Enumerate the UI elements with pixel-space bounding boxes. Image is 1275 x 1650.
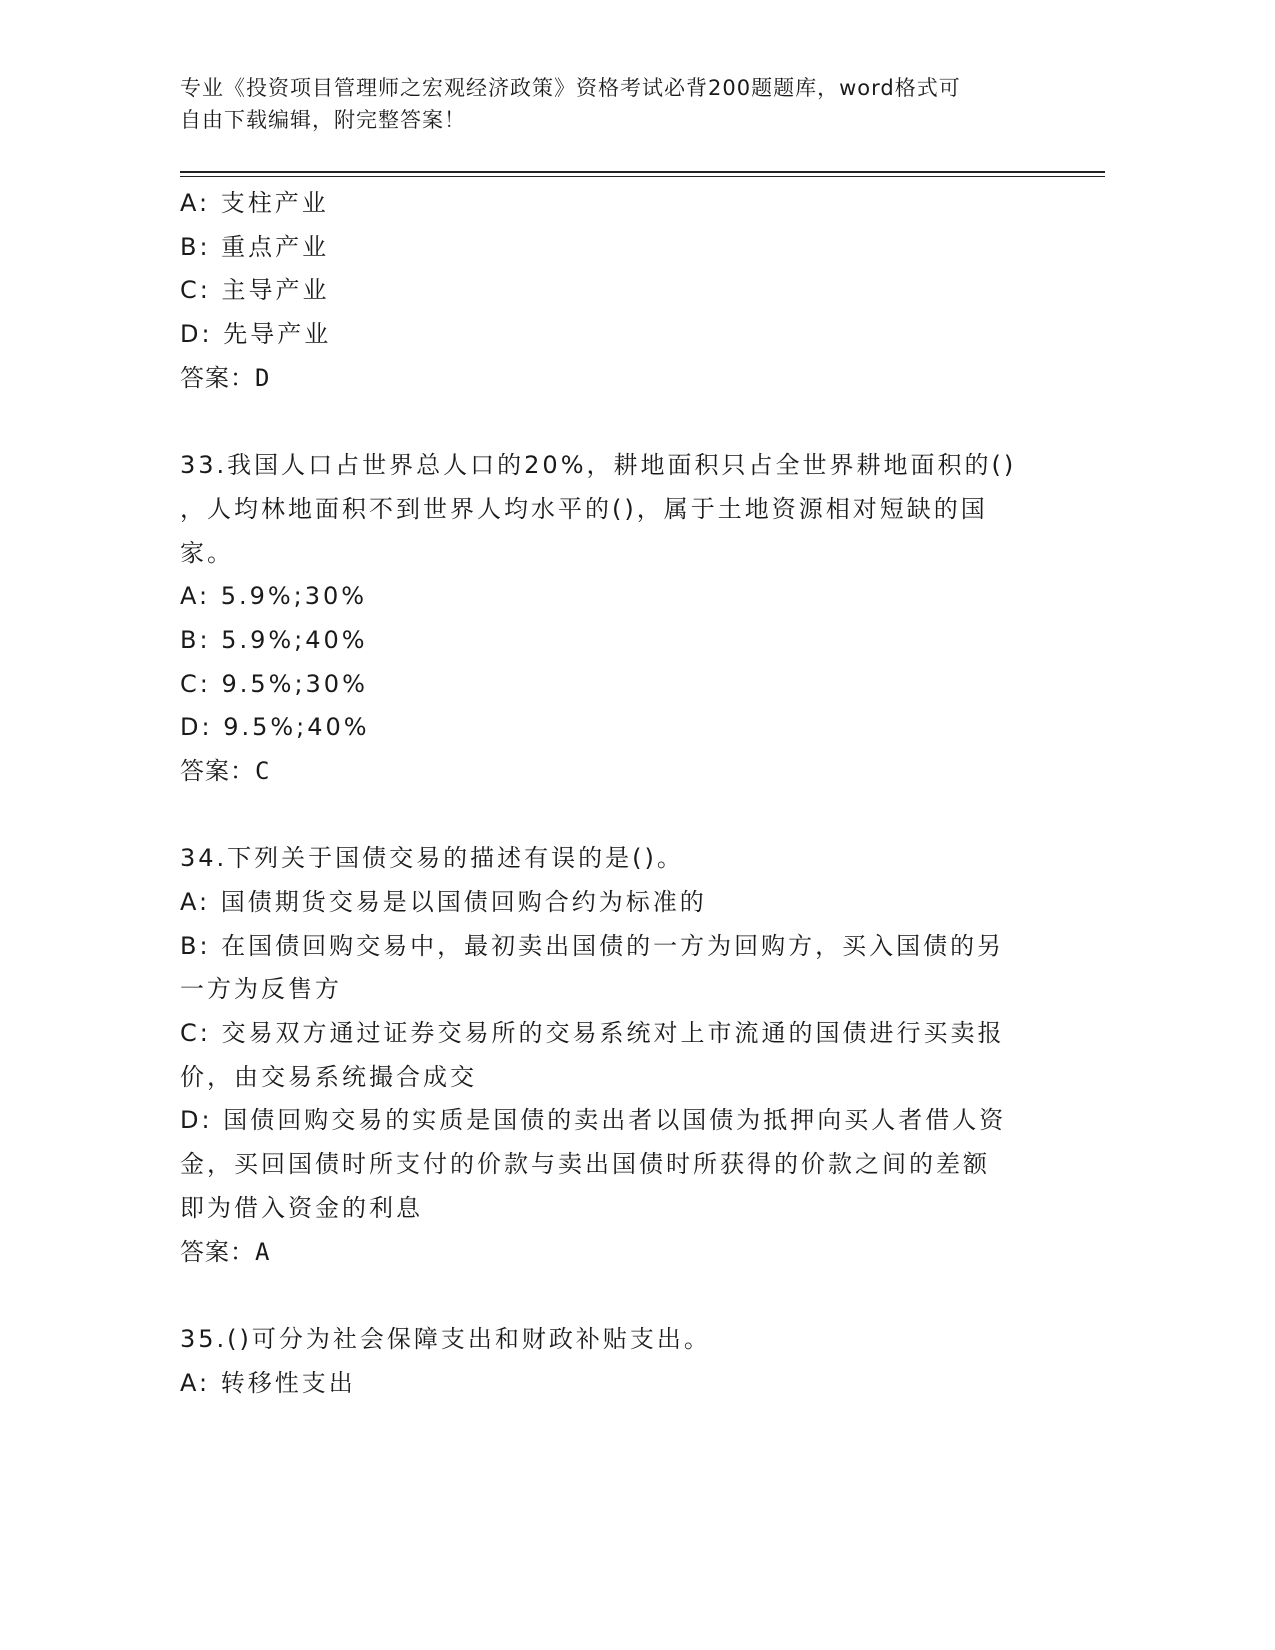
option-line: A: 国债期货交易是以国债回购合约为标准的 bbox=[180, 888, 707, 916]
document-header bbox=[180, 72, 1040, 136]
answer: 答案：A bbox=[180, 1237, 271, 1266]
question-32 bbox=[180, 182, 1060, 400]
option-a: A: 支柱产业 bbox=[180, 189, 329, 217]
option-b: B: 重点产业 bbox=[180, 232, 330, 261]
option-c: C: 9.5%;30% bbox=[180, 669, 368, 698]
spacer bbox=[180, 794, 1060, 838]
option-d: D: 9.5%;40% bbox=[180, 713, 370, 742]
option-c: C: 主导产业 bbox=[180, 276, 330, 305]
question-35 bbox=[180, 1318, 1060, 1405]
question-stem-line: 35.()可分为社会保障支出和财政补贴支出。 bbox=[180, 1324, 711, 1353]
option-line: 一方为反售方 bbox=[180, 975, 342, 1004]
header-rule-thin bbox=[180, 176, 1105, 177]
spacer bbox=[180, 1274, 1060, 1318]
option-line: B: 在国债回购交易中，最初卖出国债的一方为回购方，买入国债的另 bbox=[180, 931, 1005, 960]
header-line-1: 专业《投资项目管理师之宏观经济政策》资格考试必背200题题库，word格式可 bbox=[180, 76, 961, 100]
answer: 答案：C bbox=[180, 756, 271, 785]
question-stem-line: ，人均林地面积不到世界人均水平的()，属于土地资源相对短缺的国 bbox=[180, 494, 988, 523]
option-line: D: 国债回购交易的实质是国债的卖出者以国债为抵押向买人者借人资 bbox=[180, 1106, 1007, 1135]
question-34 bbox=[180, 837, 1060, 1274]
question-stem-line: 34.下列关于国债交易的描述有误的是()。 bbox=[180, 844, 684, 873]
option-line: 价，由交易系统撮合成交 bbox=[180, 1062, 477, 1091]
option-a: A: 转移性支出 bbox=[180, 1368, 356, 1397]
option-line: 即为借入资金的利息 bbox=[180, 1193, 423, 1222]
document-body bbox=[180, 182, 1060, 1405]
question-stem-line: 家。 bbox=[180, 538, 234, 567]
question-stem-line: 33.我国人口占世界总人口的20%，耕地面积只占全世界耕地面积的() bbox=[180, 451, 1017, 480]
option-line: C: 交易双方通过证券交易所的交易系统对上市流通的国债进行买卖报 bbox=[180, 1019, 1005, 1048]
answer: 答案：D bbox=[180, 363, 271, 392]
option-a: A: 5.9%;30% bbox=[180, 582, 368, 611]
question-33 bbox=[180, 444, 1060, 794]
option-d: D: 先导产业 bbox=[180, 320, 332, 349]
option-line: 金，买回国债时所支付的价款与卖出国债时所获得的价款之间的差额 bbox=[180, 1150, 990, 1179]
spacer bbox=[180, 400, 1060, 444]
header-rule-thick bbox=[180, 171, 1105, 173]
header-line-2: 自由下载编辑，附完整答案！ bbox=[180, 108, 466, 132]
option-b: B: 5.9%;40% bbox=[180, 625, 368, 654]
